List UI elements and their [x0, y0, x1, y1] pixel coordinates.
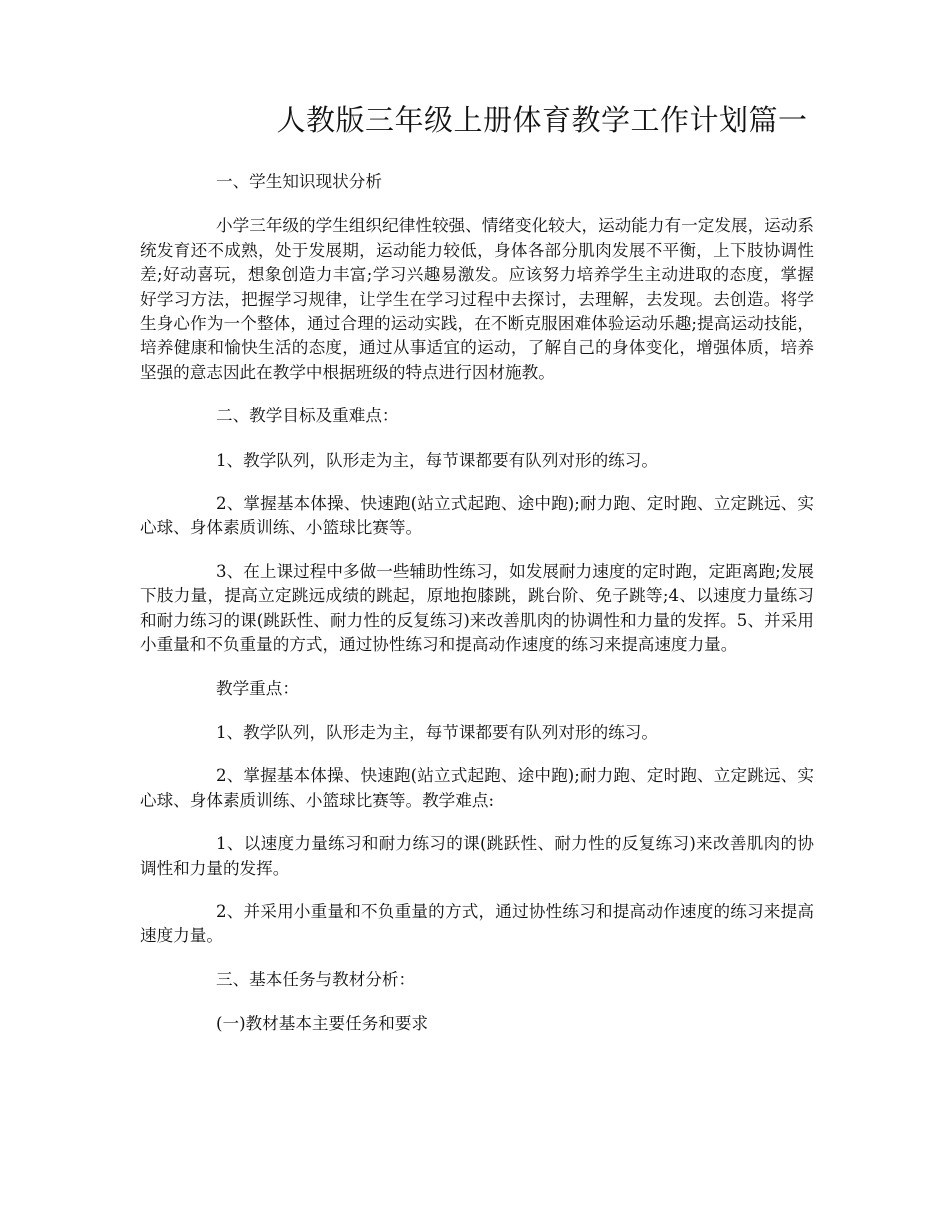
section-heading-2: 二、教学目标及重难点： [216, 406, 399, 426]
paragraph-student-analysis: 小学三年级的学生组织纪律性较强、情绪变化较大，运动能力有一定发展，运动系统发育还不成熟，处于发展期，运动能力较低，身体各部分肌肉发展不平衡，上下肢协调性差;好动喜玩，想象创造力丰富;学习兴趣易激发。应该努力培养学生主动进取的态度，掌握好学习方法，把握学习规律，让学生在学习过程中去探讨，去理解，去发现。去创造。将学生身心作为一个整体，通过合理的运动实践，在不断克服困难体验运动乐趣;提高运动技能，培养健康和愉快生活的态度，通过从事适宜的运动，了解自己的身体变化，增强体质，培养坚强的意志因此在教学中根据班级的特点进行因材施教。 [140, 216, 814, 382]
section-heading-1: 一、学生知识现状分析 [216, 172, 382, 191]
paragraph-key-point-1: 1、教学队列，队形走为主，每节课都要有队列对形的练习。 [216, 722, 658, 742]
paragraph-difficulty-2: 2、并采用小重量和不负重量的方式，通过协性练习和提高动作速度的练习来提高速度力量。 [140, 901, 814, 946]
paragraph-key-point-2: 2、掌握基本体操、快速跑(站立式起跑、途中跑);耐力跑、定时跑、立定跳远、实心球、身体素质训练、小篮球比赛等。教学难点: [140, 766, 814, 810]
paragraph-difficulty-1: 1、以速度力量练习和耐力练习的课(跳跃性、耐力性的反复练习)来改善肌肉的协调性和力量的发挥。 [140, 834, 814, 878]
subheading-key-points: 教学重点： [216, 678, 299, 698]
subsection-heading-1: (一)教材基本主要任务和要求 [216, 1014, 429, 1034]
section-heading-3: 三、基本任务与教材分析： [216, 969, 416, 989]
document-body [140, 170, 814, 1057]
document-title: 人教版三年级上册体育教学工作计划篇一 [276, 103, 808, 137]
paragraph-goal-2: 2、掌握基本体操、快速跑(站立式起跑、途中跑);耐力跑、定时跑、立定跳远、实心球、身体素质训练、小篮球比赛等。 [140, 494, 814, 538]
paragraph-goal-1: 1、教学队列，队形走为主，每节课都要有队列对形的练习。 [216, 450, 658, 470]
paragraph-goal-3: 3、在上课过程中多做一些辅助性练习，如发展耐力速度的定时跑，定距离跑;发展下肢力量，提高立定跳远成绩的跳起，原地抱膝跳，跳台阶、免子跳等;4、以速度力量练习和耐力练习的课(跳跃性、耐力性的反复练习)来改善肌肉的协调性和力量的发挥。5、并采用小重量和不负重量的方式，通过协性练习和提高动作速度的练习来提高速度力量。 [140, 561, 814, 655]
